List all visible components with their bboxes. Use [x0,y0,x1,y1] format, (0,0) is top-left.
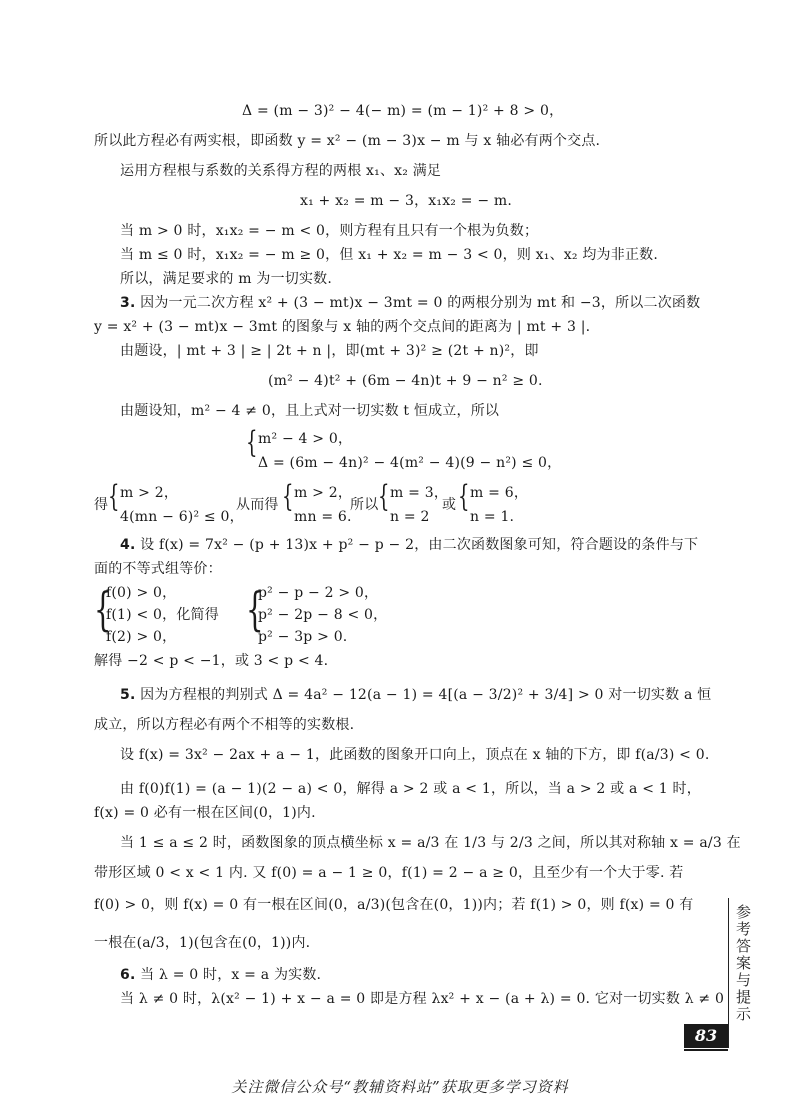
problem-text: 因为一元二次方程 x² + (3 − mt)x − 3mt = 0 的两根分别为 mt 和 −3，所以二次函数 [140,295,701,311]
side-divider [728,898,729,1048]
formula-line: (m² − 4)t² + (6m − 4n)t + 9 − n² ≥ 0. [268,373,543,389]
system-line: f(1) < 0，化简得 [106,607,219,623]
text-line: 设 f(x) = 3x² − 2ax + a − 1，此函数的图象开口向上，顶点在 x 轴的下方，即 f(a/3) < 0. [120,747,710,763]
text-line: 带形区域 0 < x < 1 内. 又 f(0) = a − 1 ≥ 0，f(1) = 2 − a ≥ 0，且至少有一个大于零. 若 [94,865,684,881]
text-line: 由题设知，m² − 4 ≠ 0，且上式对一切实数 t 恒成立，所以 [120,403,500,419]
problem-3-line [120,294,700,312]
text-fragment: 或 [442,497,457,513]
text-line: 运用方程根与系数的关系得方程的两根 x₁、x₂ 满足 [120,163,442,179]
system-line: m > 2， [120,485,179,501]
problem-text: 设 f(x) = 7x² − (p + 13)x + p² − p − 2，由二次函数图象可知，符合题设的条件与下 [140,537,699,553]
text-line: 当 m > 0 时，x₁x₂ = − m < 0，则方程有且只有一个根为负数； [120,223,539,239]
text-fragment: 从而得 [236,497,279,513]
system-line: f(0) > 0， [106,585,177,601]
problem-number: 4. [120,537,136,553]
problem-number: 3. [120,295,136,311]
text-line: f(x) = 0 必有一根在区间(0，1)内. [94,805,316,821]
system-line: mn = 6. [294,509,352,525]
system-line: n = 2 [390,509,430,525]
problem-6-line [120,966,321,984]
system-line: n = 1. [470,509,515,525]
system-line: f(2) > 0， [106,629,177,645]
footer-watermark-text: 关注微信公众号“教辅资料站”获取更多学习资料 [231,1078,569,1096]
brace-symbol: { [108,479,120,514]
text-fragment: 所以 [350,497,379,513]
text-line: 一根在(a/3，1)(包含在(0，1))内. [94,935,311,951]
problem-number: 6. [120,967,136,983]
page-number-underline [684,1049,728,1051]
page-number: 83 [684,1024,728,1048]
brace-symbol: { [94,582,112,636]
system-line: p² − p − 2 > 0， [258,585,379,601]
problem-5-line [120,686,711,704]
brace-symbol: { [378,479,390,514]
text-line: 当 λ ≠ 0 时，λ(x² − 1) + x − a = 0 即是方程 λx² + x − (a + λ) = 0. 它对一切实数 λ ≠ 0 [120,991,725,1007]
problem-text: 因为方程根的判别式 Δ = 4a² − 12(a − 1) = 4[(a − 3/2)² + 3/4] > 0 对一切实数 a 恒 [140,687,712,703]
text-line: 当 m ≤ 0 时，x₁x₂ = − m ≥ 0，但 x₁ + x₂ = m − 3 < 0，则 x₁、x₂ 均为非正数. [120,247,658,263]
text-line: 所以，满足要求的 m 为一切实数. [120,271,333,287]
text-line: f(0) > 0，则 f(x) = 0 有一根在区间(0，a/3)(包含在(0，1))内；若 f(1) > 0，则 f(x) = 0 有 [94,897,694,913]
system-line: m = 3， [390,485,449,501]
problem-number: 5. [120,687,136,703]
brace-symbol: { [458,479,470,514]
system-line: p² − 3p > 0. [258,629,348,645]
system-line: p² − 2p − 8 < 0， [258,607,388,623]
text-line: 解得 −2 < p < −1，或 3 < p < 4. [94,653,329,669]
text-line: 所以此方程必有两实根，即函数 y = x² − (m − 3)x − m 与 x 轴必有两个交点. [94,133,601,149]
system-line: Δ = (6m − 4n)² − 4(m² − 4)(9 − n²) ≤ 0， [258,455,562,471]
text-line: y = x² + (3 − mt)x − 3mt 的图象与 x 轴的两个交点间的距离为 | mt + 3 |. [94,319,591,335]
problem-text: 当 λ = 0 时，x = a 为实数. [140,967,322,983]
system-line: m = 6， [470,485,529,501]
text-line: 成立，所以方程必有两个不相等的实数根. [94,717,355,733]
system-line: m > 2， [294,485,353,501]
formula-line: x₁ + x₂ = m − 3，x₁x₂ = − m. [300,193,513,209]
text-line: 由题设，| mt + 3 | ≥ | 2t + n |，即(mt + 3)² ≥ (2t + n)²，即 [120,343,539,359]
text-line: 当 1 ≤ a ≤ 2 时，函数图象的顶点横坐标 x = a/3 在 1/3 与 2/3 之间，所以其对称轴 x = a/3 在 [120,835,741,851]
discriminant-line: Δ = (m − 3)² − 4(− m) = (m − 1)² + 8 > 0， [242,103,564,119]
brace-symbol: { [246,582,264,636]
text-line: 面的不等式组等价： [94,561,222,577]
system-line: 4(mn − 6)² ≤ 0， [120,509,244,525]
text-fragment: 得 [94,497,109,513]
brace-symbol: { [246,425,258,460]
problem-4-line [120,536,698,554]
brace-symbol: { [282,479,294,514]
text-line: 由 f(0)f(1) = (a − 1)(2 − a) < 0，解得 a > 2 或 a < 1，所以，当 a > 2 或 a < 1 时， [120,781,701,797]
system-line: m² − 4 > 0， [258,431,353,447]
side-section-label: 参考答案与提示 [734,904,752,1023]
